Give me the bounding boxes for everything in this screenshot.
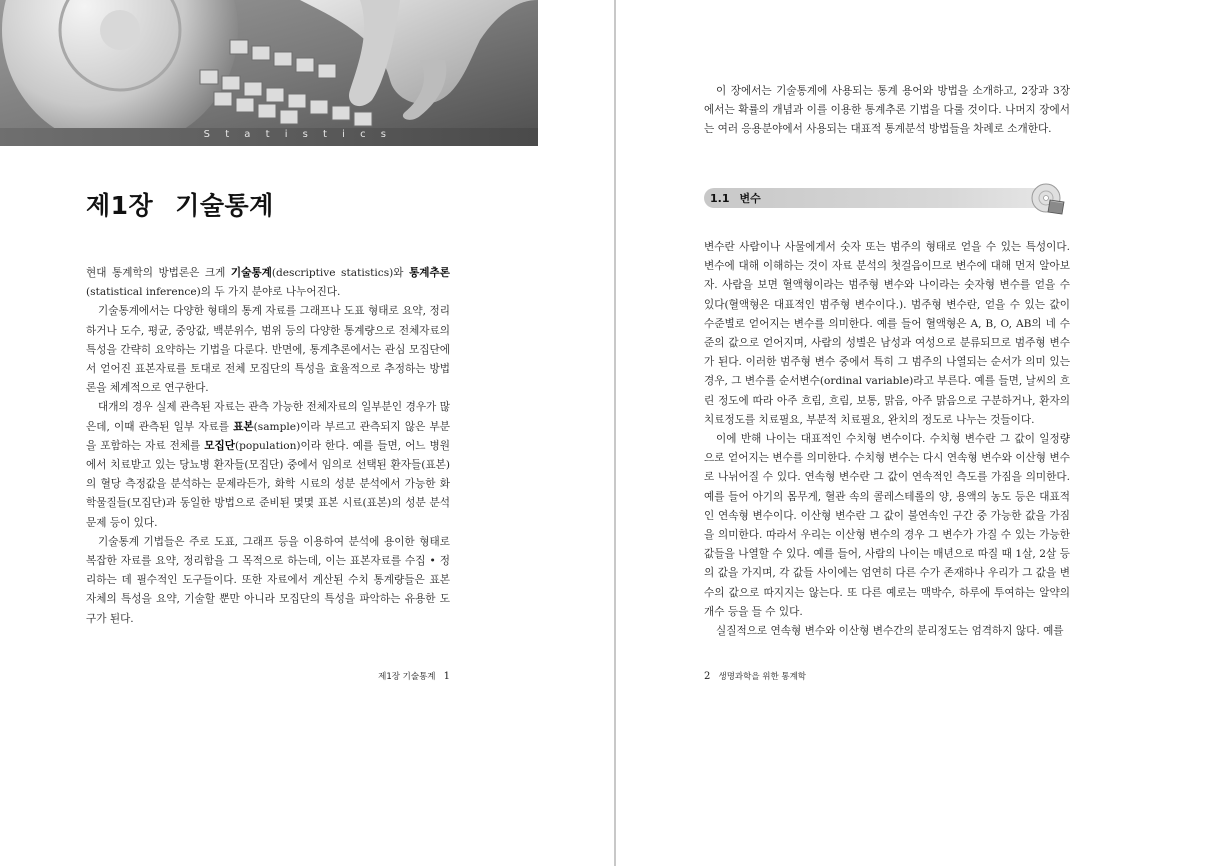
section-heading [710, 190, 761, 206]
banner-statistics-label: S t a t i s t i c s [203, 129, 392, 140]
left-page-footer [378, 670, 450, 682]
chapter-name: 기술통계 [175, 191, 274, 220]
text-run: 실질적으로 연속형 변수와 이산형 변수간의 분리정도는 엄격하지 않다. 예를 [716, 625, 1064, 638]
running-header-book-title: 생명과학을 위한 통계학 [718, 672, 806, 682]
running-header-chapter: 제1장 기술통계 [378, 672, 436, 682]
body-paragraph [86, 533, 450, 629]
text-run: 기술통계에서는 다양한 형태의 통계 자료를 그래프나 도표 형태로 요약, 정리하거나 도수, 평균, 중앙값, 백분위수, 범위 등의 다양한 통계량으로 전체자료의 특성을 간략히 요약하는 기법을 다룬다. 반면에, 통계추론에서는 관심 모집단에서 얻어진 표본자료를 토대로 전체 모집단의 특성을 효율적으로 추정하는 방법론을 체계적으로 연구한다. [86, 305, 450, 395]
chapter-banner-image [0, 0, 538, 146]
body-paragraph [704, 430, 1070, 622]
left-page [0, 0, 614, 866]
body-paragraph [86, 302, 450, 398]
right-page-intro [704, 82, 1070, 140]
text-run: (sample)이라 부르고 관측되지 않은 부분을 포함하는 자료 전체를 [86, 420, 450, 452]
bold-term: 모집단 [204, 439, 235, 452]
chapter-number: 제1장 [86, 191, 154, 220]
page-number: 1 [443, 671, 450, 682]
body-paragraph [86, 264, 450, 302]
text-run: (population)이라 한다. 예를 들면, 어느 병원에서 치료받고 있는 당뇨병 환자들(모집단) 중에서 임의로 선택된 환자들(표본)의 혈당 측정값을 분석하는 문제라든가, 화학 시료의 성분 분석에서 가능한 화학물질들(모집단)과 동일한 방법으로 준비된 몇몇 표본 시료(표본)의 성분 분석 문제 등이 있다. [86, 439, 450, 529]
text-run: (descriptive statistics)와 [271, 267, 410, 279]
text-run: 변수란 사람이나 사물에게서 숫자 또는 범주의 형태로 얻을 수 있는 특성이다. 변수에 대해 이해하는 것이 자료 분석의 첫걸음이므로 변수에 대해 먼저 알아보자. 사람을 보면 혈액형이라는 범주형 변수와 나이라는 숫자형 변수를 얻을 수 있다(혈액형은 대표적인 범주형 변수이다.). 범주형 변수란, 얻을 수 있는 값이 수준별로 얻어지는 변수를 의미한다. 예를 들어 혈액형은 A, B, O, AB의 네 수준의 값으로 얻어지며, 사람의 성별은 남성과 여성으로 분류되므로 범주형 변수가 된다. 이러한 범주형 변수 중에서 특히 그 범주의 나열되는 순서가 의미 있는 경우, 그 변수를 순서변수(ordinal variable)라고 부른다. 예를 들면, 날씨의 흐린 정도에 따라 아주 흐림, 흐림, 보통, 맑음, 아주 맑음으로 구분하거나, 환자의 치료정도를 치료필요, 부분적 치료필요, 완치의 정도로 나누는 것들이다. [704, 241, 1070, 426]
section-number: 1.1 [710, 192, 730, 205]
section-title: 변수 [739, 192, 761, 205]
section-heading-bar [704, 188, 1052, 208]
bold-term: 표본 [233, 420, 254, 433]
left-page-body [86, 264, 450, 629]
intro-paragraph: 이 장에서는 기술통계에 사용되는 통계 용어와 방법을 소개하고, 2장과 3장에서는 확률의 개념과 이를 이용한 통계추론 기법을 다룰 것이다. 나머지 장에서는 여러 응용분야에서 사용되는 대표적 통계분석 방법들을 차례로 소개한다. [704, 85, 1070, 136]
right-page-footer [704, 670, 806, 682]
body-paragraph [704, 238, 1070, 430]
text-run: 기술통계 기법들은 주로 도표, 그래프 등을 이용하여 분석에 용이한 형태로 복잡한 자료를 요약, 정리함을 그 목적으로 하는데, 이는 표본자료를 수집 • 정리하는 데 필수적인 도구들이다. 또한 자료에서 계산된 수치 통계량들은 표본 자체의 특성을 요약, 기술할 뿐만 아니라 모집단의 특성을 파악하는 유용한 도구가 된다. [86, 535, 450, 625]
text-run: 이에 반해 나이는 대표적인 수치형 변수이다. 수치형 변수란 그 값이 일정량으로 얻어지는 변수를 의미한다. 수치형 변수는 다시 연속형 변수와 이산형 변수로 나뉘어질 수 있다. 연속형 변수란 그 값이 연속적인 측도를 가짐을 의미한다. 예를 들어 아기의 몸무게, 혈관 속의 콜레스테롤의 양, 용액의 농도 등은 대표적인 연속형 변수이다. 이산형 변수란 그 값이 불연속인 구간 중 가능한 값을 가짐을 의미한다. 따라서 우리는 이산형 변수의 경우 그 변수가 가질 수 있는 가능한 값들을 나열할 수 있다. 예를 들어, 사람의 나이는 매년으로 따질 때 1살, 2살 등의 값을 가지며, 각 값들 사이에는 엄연히 다른 수가 존재하나 우리가 그 값을 변수의 값으로 따지지는 않는다. 또 다른 예로는 맥박수, 하루에 투여하는 알약의 개수 등을 들 수 있다. [704, 433, 1070, 618]
keyboard-hand-illustration [0, 0, 538, 146]
body-paragraph [86, 398, 450, 532]
section-cd-icon [1030, 182, 1066, 216]
bold-term: 기술통계 [230, 267, 272, 279]
bold-term: 통계추론 [409, 267, 450, 279]
chapter-title [86, 186, 274, 222]
body-paragraph [704, 622, 1070, 641]
right-page-body [704, 238, 1070, 641]
text-run: (statistical inference)의 두 가지 분야로 나누어진다. [86, 286, 341, 299]
right-page [616, 0, 1230, 866]
text-run: 현대 통계학의 방법론은 크게 [86, 267, 231, 279]
text-run: 대개의 경우 실제 관측된 자료는 관측 가능한 전체자료의 일부분인 경우가 많은데, 이때 관측된 일부 자료를 [86, 401, 450, 433]
page-number: 2 [704, 671, 711, 682]
